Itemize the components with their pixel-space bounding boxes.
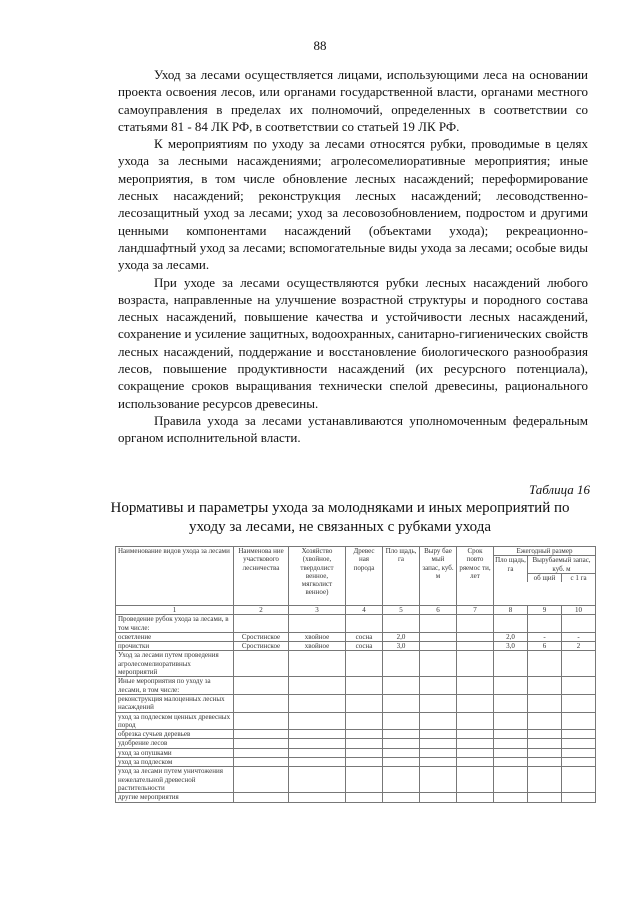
row-repeat-cell [457, 632, 494, 641]
row-annual-per-ha-cell: - [562, 632, 596, 641]
row-farm-type-cell [289, 694, 346, 712]
row-species-cell [346, 748, 383, 757]
row-kind-cell: реконструкция малоценных лесных насаждений [116, 694, 234, 712]
row-species-cell [346, 758, 383, 767]
table-label: Таблица 16 [528, 482, 590, 497]
row-annual-total-cell [528, 712, 562, 730]
row-area-cell [383, 651, 420, 677]
row-farm-type-cell [289, 793, 346, 802]
row-annual-total-cell [528, 730, 562, 739]
row-annual-per-ha-cell [562, 730, 596, 739]
row-kind-cell: Иные мероприятия по уходу за лесами, в том числе: [116, 677, 234, 695]
num-cell: 6 [420, 606, 457, 615]
row-harvest-cell [420, 758, 457, 767]
row-kind-cell: Уход за лесами путем проведения агролесомелиоративных мероприятий [116, 651, 234, 677]
row-annual-per-ha-cell [562, 694, 596, 712]
row-annual-area-cell [494, 767, 528, 793]
row-annual-total-cell [528, 767, 562, 793]
row-repeat-cell [457, 712, 494, 730]
row-harvest-cell [420, 767, 457, 793]
row-area-cell [383, 748, 420, 757]
row-repeat-cell [457, 651, 494, 677]
row-area-cell [383, 793, 420, 802]
row-district-cell [234, 615, 289, 633]
row-annual-per-ha-cell [562, 793, 596, 802]
table-row [116, 615, 596, 633]
row-species-cell: сосна [346, 642, 383, 651]
table-row [116, 642, 596, 651]
header-annual-area: Пло щадь, га [494, 556, 528, 582]
table-body [116, 615, 596, 802]
row-annual-area-cell [494, 748, 528, 757]
row-farm-type-cell [289, 758, 346, 767]
paragraph-4: Правила ухода за лесами устанавливаются уполномоченным федеральным органом исполнительной власти. [118, 412, 588, 446]
page-number: 88 [313, 38, 327, 53]
row-harvest-cell [420, 632, 457, 641]
table-row [116, 632, 596, 641]
row-species-cell [346, 615, 383, 633]
row-farm-type-cell [289, 730, 346, 739]
row-farm-type-cell [289, 615, 346, 633]
row-farm-type-cell [289, 712, 346, 730]
row-farm-type-cell [289, 748, 346, 757]
table-row [116, 748, 596, 757]
row-repeat-cell [457, 748, 494, 757]
row-annual-area-cell [494, 712, 528, 730]
row-district-cell [234, 739, 289, 748]
row-annual-total-cell [528, 651, 562, 677]
row-species-cell [346, 677, 383, 695]
row-repeat-cell [457, 642, 494, 651]
row-species-cell [346, 767, 383, 793]
row-repeat-cell [457, 793, 494, 802]
row-annual-total-cell [528, 615, 562, 633]
row-district-cell [234, 651, 289, 677]
row-annual-total-cell [528, 739, 562, 748]
row-harvest-cell [420, 651, 457, 677]
row-annual-per-ha-cell [562, 767, 596, 793]
num-cell: 10 [562, 606, 596, 615]
num-cell: 3 [289, 606, 346, 615]
table-row [116, 677, 596, 695]
row-kind-cell: осветление [116, 632, 234, 641]
table-row [116, 651, 596, 677]
table-row [116, 730, 596, 739]
row-district-cell [234, 793, 289, 802]
row-annual-per-ha-cell [562, 651, 596, 677]
row-district-cell [234, 694, 289, 712]
table-row [116, 712, 596, 730]
paragraph-2: К мероприятиям по уходу за лесами относятся рубки, проводимые в целях ухода за лесными насаждениями; агролесомелиоративные мероприятия; иные мероприятия, в том числе обновление лесных насаждений; переформирование лесных насаждений; реконструкция лесных насаждений; лесоводственно-лесозащитный уход за лесами; уход за лесовозобновлением, подростом и другими ценными компонентами насаждений (объектами ухода); рекреационно-ландшафтный уход за лесами; вспомогательные виды ухода за лесами; особые виды ухода за лесами. [118, 136, 588, 273]
row-species-cell: сосна [346, 632, 383, 641]
num-cell: 8 [494, 606, 528, 615]
row-area-cell [383, 767, 420, 793]
row-repeat-cell [457, 739, 494, 748]
row-district-cell [234, 677, 289, 695]
num-cell: 1 [116, 606, 234, 615]
row-repeat-cell [457, 758, 494, 767]
row-annual-total-cell: - [528, 632, 562, 641]
header-farm-type: Хозяйство (хвойное, твердолист венное, мягколист венное) [289, 547, 346, 606]
header-annual-label: Ежегодный размер [516, 547, 573, 555]
row-annual-area-cell [494, 793, 528, 802]
row-annual-per-ha-cell [562, 615, 596, 633]
paragraph-1: Уход за лесами осуществляется лицами, использующими леса на основании проекта освоения лесов, или органами государственной власти, органами местного самоуправления в пределах их полномочий, определенных в соответствии со статьями 81 - 84 ЛК РФ, в соответствии со статьей 19 ЛК РФ. [118, 67, 588, 134]
row-area-cell [383, 730, 420, 739]
header-annual-per-ha: с 1 га [570, 573, 587, 582]
row-harvest-cell [420, 642, 457, 651]
row-farm-type-cell [289, 677, 346, 695]
row-annual-total-cell: 6 [528, 642, 562, 651]
row-annual-total-cell [528, 694, 562, 712]
num-cell: 9 [528, 606, 562, 615]
norms-table [115, 546, 596, 803]
row-annual-total-cell [528, 793, 562, 802]
row-annual-total-cell [528, 758, 562, 767]
num-cell: 2 [234, 606, 289, 615]
paragraph-3: При уходе за лесами осуществляются рубки лесных насаждений любого возраста, направленные на улучшение возрастной структуры и породного состава лесных насаждений, повышение качества и устойчивости лесных насаждений, сохранение и усиление защитных, водоохранных, санитарно-гигиенических свойств лесных насаждений, поддержание и восстановление биологического разнообразия лесов, повышение продуктивности насаждений (их ресурсного потенциала), сокращение сроков выращивания технически спелой древесины, рационального использование ресурсов древесины. [118, 274, 588, 411]
row-annual-area-cell [494, 730, 528, 739]
table-title: Нормативы и параметры ухода за молодняками и иных мероприятий по уходу за лесами, не связанных с рубками ухода [110, 500, 570, 535]
row-harvest-cell [420, 730, 457, 739]
row-species-cell [346, 739, 383, 748]
row-annual-per-ha-cell [562, 739, 596, 748]
header-species: Древес ная порода [346, 547, 383, 606]
row-area-cell [383, 739, 420, 748]
row-kind-cell: уход за опушками [116, 748, 234, 757]
row-species-cell [346, 730, 383, 739]
row-species-cell [346, 651, 383, 677]
row-repeat-cell [457, 694, 494, 712]
row-species-cell [346, 694, 383, 712]
row-area-cell [383, 694, 420, 712]
row-kind-cell: удобрение лесов [116, 739, 234, 748]
row-annual-total-cell [528, 677, 562, 695]
header-repeat: Срок повто ряемос ти, лет [457, 547, 494, 606]
row-district-cell: Сростинское [234, 642, 289, 651]
row-harvest-cell [420, 793, 457, 802]
row-district-cell: Сростинское [234, 632, 289, 641]
row-farm-type-cell: хвойное [289, 632, 346, 641]
table-header-row [116, 547, 596, 606]
row-farm-type-cell [289, 767, 346, 793]
table-number-row [116, 606, 596, 615]
row-kind-cell: прочистки [116, 642, 234, 651]
row-district-cell [234, 730, 289, 739]
row-annual-area-cell: 3,0 [494, 642, 528, 651]
row-kind-cell: Проведение рубок ухода за лесами, в том числе: [116, 615, 234, 633]
header-district: Наименова ние участкового лесничества [234, 547, 289, 606]
row-repeat-cell [457, 730, 494, 739]
num-cell: 4 [346, 606, 383, 615]
row-annual-area-cell [494, 694, 528, 712]
table-row [116, 739, 596, 748]
row-annual-area-cell [494, 677, 528, 695]
row-repeat-cell [457, 677, 494, 695]
row-kind-cell: уход за подлеском ценных древесных пород [116, 712, 234, 730]
row-district-cell [234, 712, 289, 730]
row-area-cell [383, 758, 420, 767]
row-species-cell [346, 793, 383, 802]
row-kind-cell: обрезка сучьев деревьев [116, 730, 234, 739]
row-repeat-cell [457, 767, 494, 793]
row-harvest-cell [420, 694, 457, 712]
row-repeat-cell [457, 615, 494, 633]
row-annual-per-ha-cell: 2 [562, 642, 596, 651]
table-row [116, 758, 596, 767]
row-harvest-cell [420, 677, 457, 695]
row-annual-total-cell [528, 748, 562, 757]
row-harvest-cell [420, 712, 457, 730]
row-harvest-cell [420, 739, 457, 748]
row-farm-type-cell: хвойное [289, 642, 346, 651]
row-kind-cell: уход за лесами путем уничтожения нежелательной древесной растительности [116, 767, 234, 793]
row-annual-per-ha-cell [562, 758, 596, 767]
row-annual-area-cell [494, 758, 528, 767]
row-farm-type-cell [289, 739, 346, 748]
row-area-cell [383, 615, 420, 633]
row-annual-area-cell: 2,0 [494, 632, 528, 641]
row-area-cell: 2,0 [383, 632, 420, 641]
header-area: Пло щадь, га [383, 547, 420, 606]
row-district-cell [234, 767, 289, 793]
row-kind-cell: уход за подлеском [116, 758, 234, 767]
num-cell: 5 [383, 606, 420, 615]
table-row [116, 793, 596, 802]
header-harvest: Выру бае мый запас, куб. м [420, 547, 457, 606]
table-row [116, 767, 596, 793]
row-annual-area-cell [494, 651, 528, 677]
body-text [118, 66, 588, 447]
row-kind-cell: другие мероприятия [116, 793, 234, 802]
row-district-cell [234, 748, 289, 757]
num-cell: 7 [457, 606, 494, 615]
row-annual-per-ha-cell [562, 748, 596, 757]
row-farm-type-cell [289, 651, 346, 677]
row-area-cell [383, 677, 420, 695]
header-annual [494, 547, 596, 606]
row-harvest-cell [420, 615, 457, 633]
row-annual-per-ha-cell [562, 677, 596, 695]
row-annual-area-cell [494, 739, 528, 748]
row-annual-per-ha-cell [562, 712, 596, 730]
row-district-cell [234, 758, 289, 767]
row-annual-area-cell [494, 615, 528, 633]
header-annual-total: об щий [528, 574, 562, 582]
row-area-cell: 3,0 [383, 642, 420, 651]
row-species-cell [346, 712, 383, 730]
row-harvest-cell [420, 748, 457, 757]
row-area-cell [383, 712, 420, 730]
header-kind: Наименование видов ухода за лесами [116, 547, 234, 606]
header-annual-harvest: Вырубаемый запас, куб. м [532, 556, 591, 573]
table-row [116, 694, 596, 712]
